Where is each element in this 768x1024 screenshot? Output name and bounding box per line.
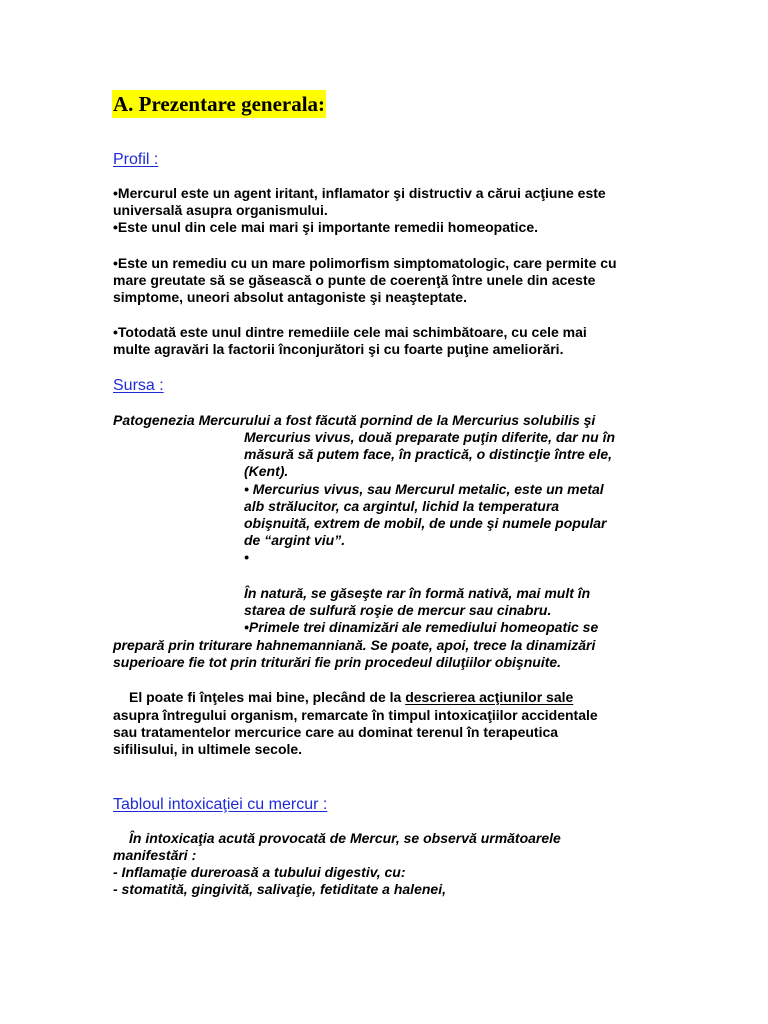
sursa-tail (113, 637, 595, 671)
sursa-indented-block-b (244, 585, 598, 637)
text-line: (Kent). (244, 463, 289, 480)
text-line: alb strălucitor, ca argintul, lichid la temperatura (244, 497, 560, 514)
sursa-indented-block-a (244, 429, 615, 567)
heading-profil: Profil : (113, 151, 159, 168)
text-line: simptome, uneori absolut antagoniste şi neaşteptate. (113, 289, 467, 306)
text-line: asupra întregului organism, remarcate în timpul intoxicaţiilor accidentale (113, 707, 598, 723)
tablou-list (113, 864, 446, 898)
text-line: prepară prin triturare hahnemanniană. Se poate, apoi, trece la dinamizări (113, 637, 596, 653)
text-line: de “argint viu”. (244, 532, 346, 549)
section-title: A. Prezentare generala: (113, 92, 326, 116)
text-line: sau tratamentelor mercurice care au dominat terenul în terapeutica (113, 724, 559, 741)
text-line: multe agravări la factorii înconjurători şi cu foarte puţine ameliorări. (113, 341, 564, 358)
text-line: Mercurius vivus, două preparate puţin diferite, dar nu în (244, 429, 616, 445)
list-item: - Inflamaţie dureroasă a tubului digestiv, cu: (113, 864, 406, 880)
text-line: •Totodată este unul dintre remediile cele mai schimbătoare, cu cele mai (113, 324, 587, 340)
text-line: universală asupra organismului. (113, 202, 328, 219)
profil-paragraph-1 (113, 185, 606, 237)
text-line: •Mercurul este un agent iritant, inflamator şi distructiv a cărui acţiune este (113, 185, 606, 201)
text-line: • Mercurius vivus, sau Mercurul metalic, este un metal (244, 480, 604, 497)
profil-paragraph-2 (113, 255, 617, 307)
heading-sursa: Sursa : (113, 377, 164, 394)
text-line: starea de sulfură roşie de mercur sau cinabru. (244, 602, 552, 619)
list-item: - stomatită, gingivită, salivaţie, fetiditate a halenei, (113, 881, 446, 898)
text-line: •Este un remediu cu un mare polimorfism simptomatologic, care permite cu (113, 255, 617, 271)
text-line: superioare fie tot prin triturări fie prin procedeul diluţiilor obişnuite. (113, 654, 562, 671)
sursa-paragraph-2 (113, 707, 598, 759)
profil-paragraph-3 (113, 324, 587, 358)
text-line: mare greutate să se găsească o punte de coerenţă între unele din aceste (113, 272, 596, 289)
tablou-intro-line-2: manifestări : (113, 847, 197, 863)
text-line: măsură să putem face, în practică, o distincţie între ele, (244, 446, 613, 463)
text-line: sifilisului, in ultimele secole. (113, 741, 303, 758)
underlined-phrase: descrierea acţiunilor sale (405, 689, 574, 705)
heading-tablou: Tabloul intoxicaţiei cu mercur : (113, 796, 328, 813)
text-line: În natură, se găseşte rar în formă nativă, mai mult în (244, 585, 591, 601)
tablou-intro-line-1: În intoxicaţia acută provocată de Mercur, se observă următoarele (129, 830, 561, 846)
text-fragment: El poate fi înţeles mai bine, plecând de la (129, 689, 406, 705)
sursa-paragraph-2-first-line (129, 689, 573, 706)
text-line: •Primele trei dinamizări ale remediului homeopatic se (244, 619, 599, 636)
text-line: •Este unul din cele mai mari şi importante remedii homeopatice. (113, 219, 539, 236)
sursa-first-line: Patogenezia Mercurului a fost făcută pornind de la Mercurius solubilis şi (113, 412, 596, 428)
text-line: obişnuită, extrem de mobil, de unde şi numele popular (244, 514, 607, 531)
text-line: • (244, 549, 249, 566)
